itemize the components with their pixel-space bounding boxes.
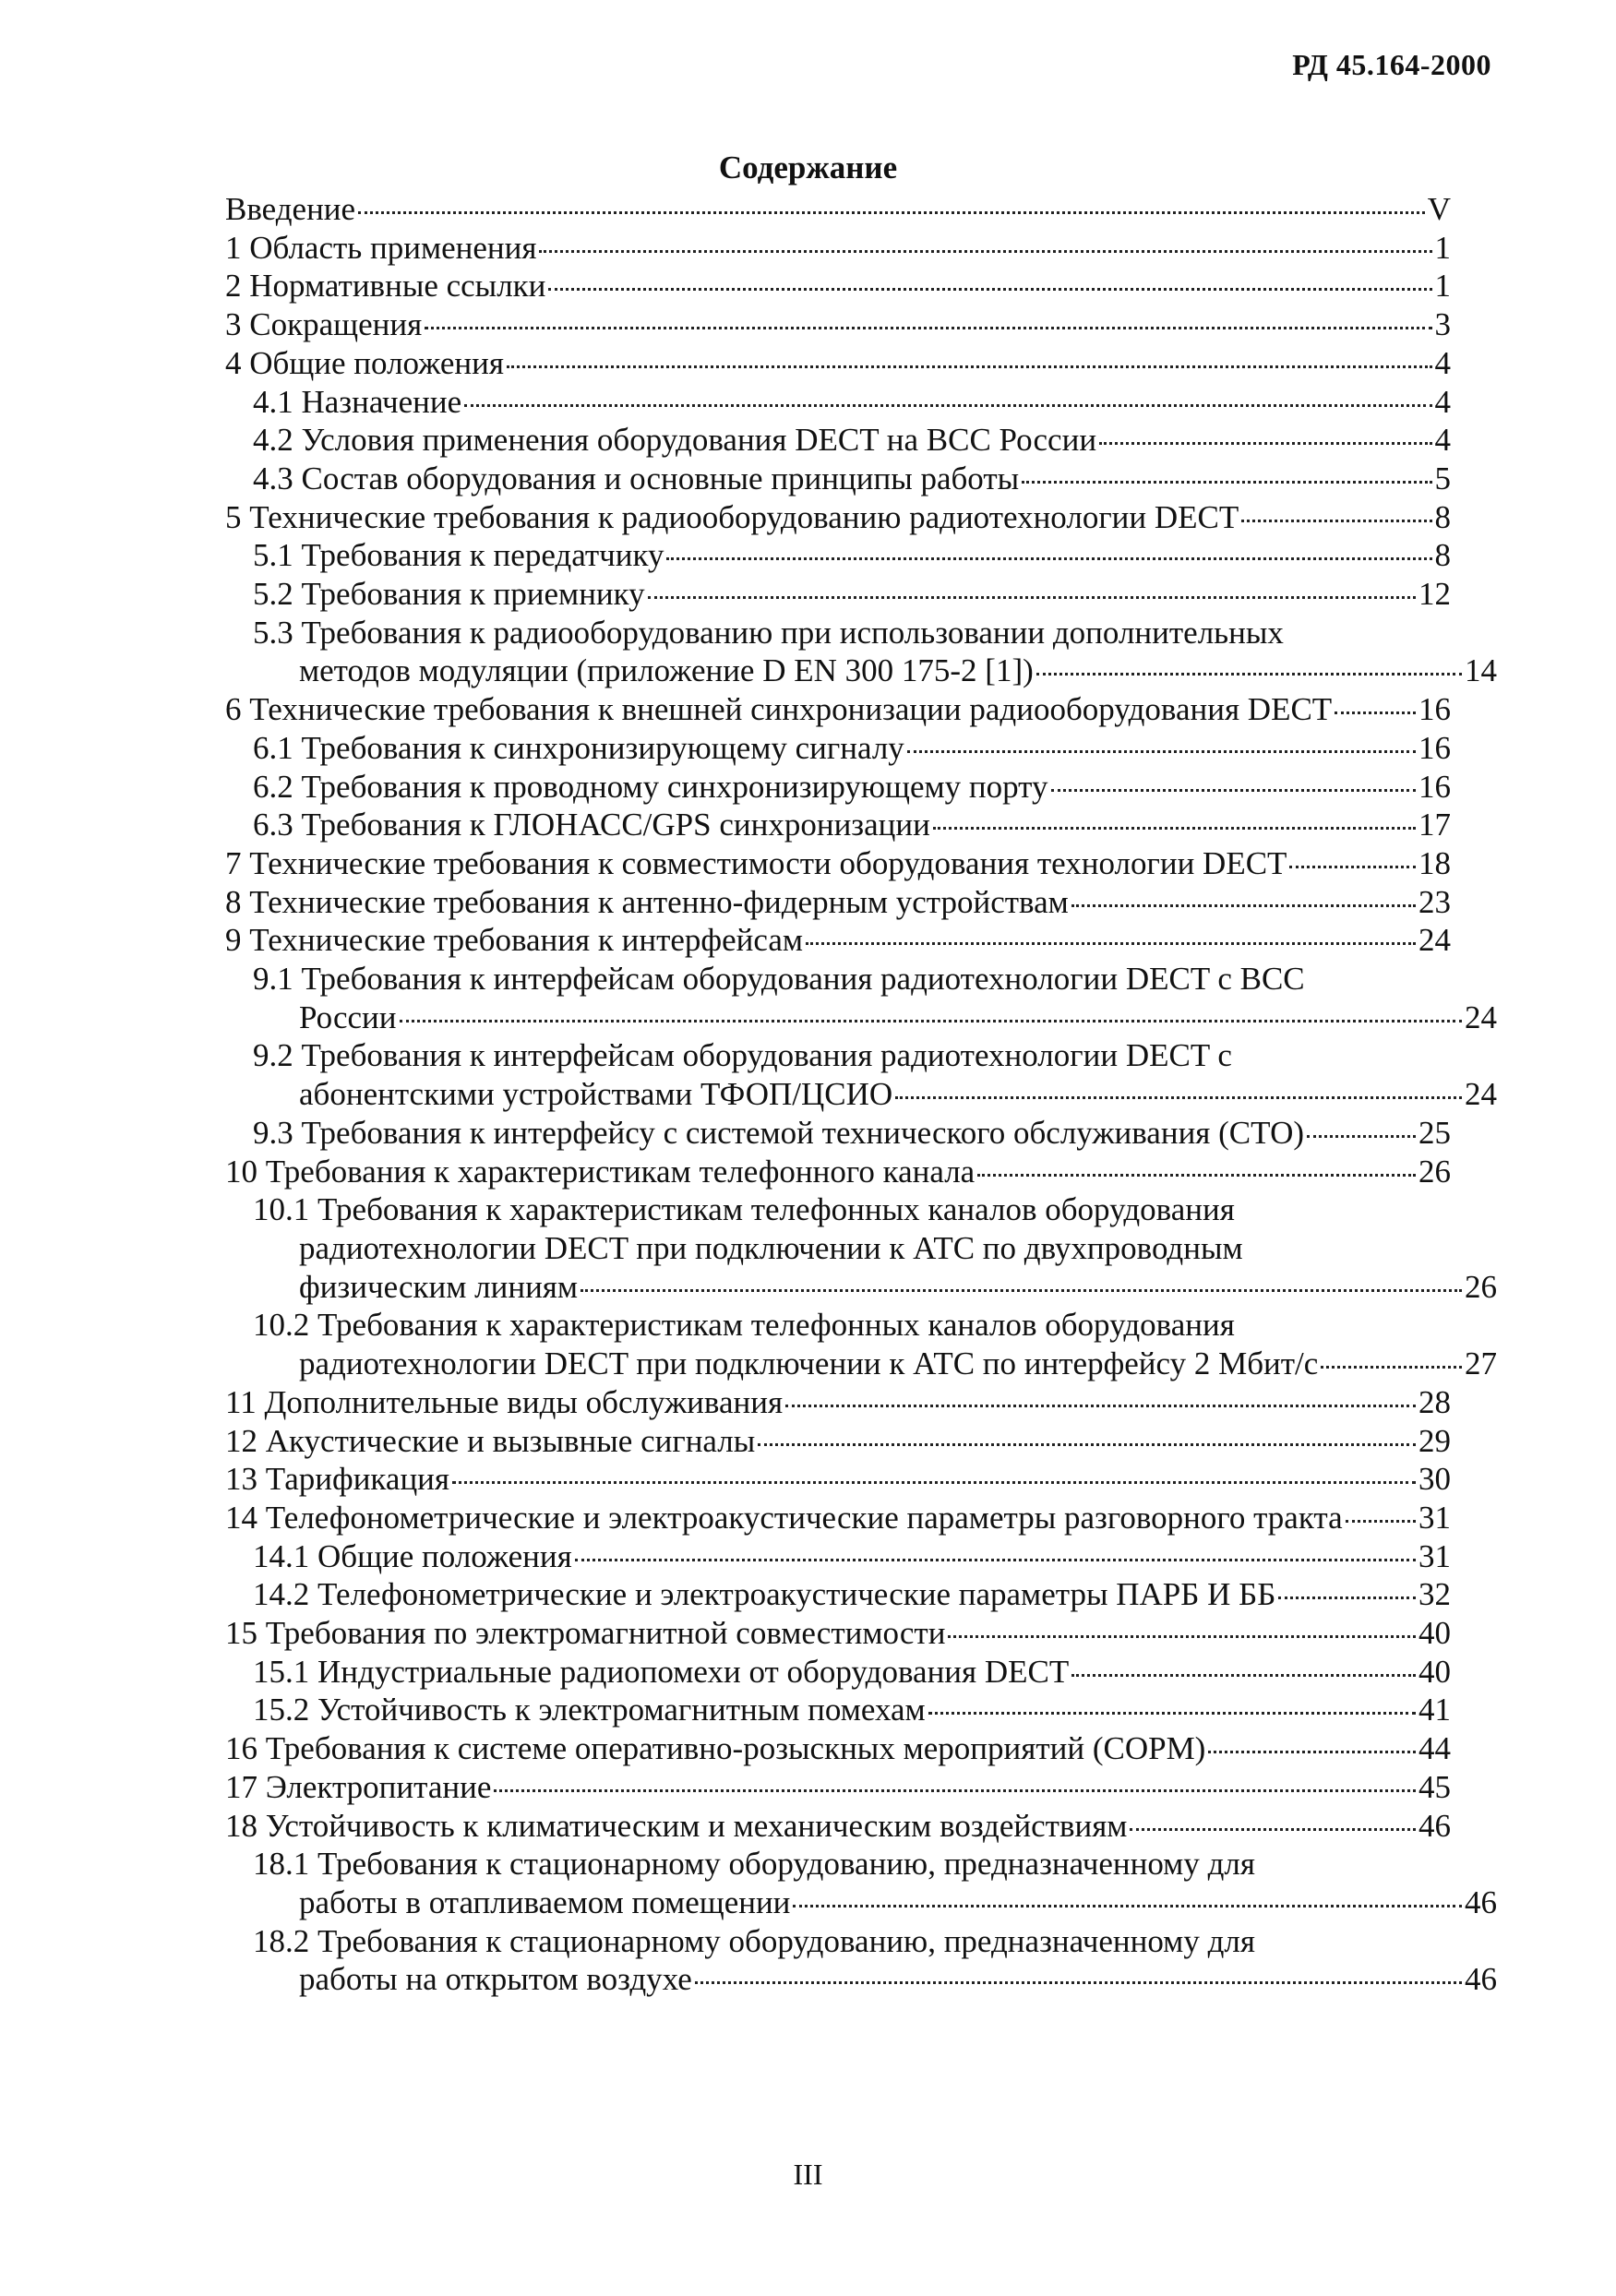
dot-leader	[1130, 1828, 1416, 1831]
dot-leader	[1241, 520, 1431, 522]
dot-leader	[977, 1174, 1416, 1177]
dot-leader	[907, 750, 1416, 753]
toc-entry-page: 24	[1465, 999, 1497, 1035]
toc-entry-title: 5.2 Требования к приемнику	[253, 576, 645, 613]
dot-leader	[400, 1020, 1463, 1022]
toc-entry[interactable]	[225, 267, 1451, 305]
document-code: РД 45.164-2000	[1292, 48, 1491, 81]
toc-entry-title: 15.1 Индустриальные радиопомехи от оборудования DECT	[253, 1653, 1070, 1690]
toc-entry-page: 26	[1465, 1268, 1497, 1305]
toc-entry-title: 14 Телефонометрические и электроакустические параметры разговорного тракта	[225, 1499, 1343, 1536]
toc-entry-page: 46	[1418, 1807, 1451, 1844]
toc-entry[interactable]	[225, 729, 1451, 768]
dot-leader	[948, 1635, 1416, 1638]
dot-leader	[548, 288, 1431, 291]
toc-entry[interactable]	[225, 614, 1497, 690]
toc-entry[interactable]	[225, 1422, 1451, 1461]
toc-entry-title: 16 Требования к системе оперативно-розыскных мероприятий (СОРМ)	[225, 1730, 1206, 1767]
toc-entry-title: 6.2 Требования к проводному синхронизирующему порту	[253, 768, 1048, 805]
toc-entry-title: работы в отапливаемом помещении	[299, 1883, 791, 1920]
toc-entry-title: 2 Нормативные ссылки	[225, 268, 546, 305]
toc-entry[interactable]	[225, 1729, 1451, 1768]
dot-leader	[895, 1096, 1462, 1099]
toc-entry[interactable]	[225, 960, 1497, 1036]
toc-entry-page: 16	[1418, 768, 1451, 805]
toc-entry-page: 17	[1418, 807, 1451, 843]
toc-entry-page: 1	[1434, 268, 1451, 305]
toc-entry-title: 1 Область применения	[225, 229, 537, 266]
toc-entry-title: 5.1 Требования к передатчику	[253, 537, 664, 574]
toc-entry-title-line: 10.1 Требования к характеристикам телефонных каналов оборудования	[253, 1191, 1235, 1228]
dot-leader	[581, 1289, 1462, 1292]
toc-entry-title: 9.3 Требования к интерфейсу с системой технического обслуживания (СТО)	[253, 1114, 1305, 1151]
toc-entry[interactable]	[225, 806, 1451, 844]
toc-entry-page: 4	[1434, 344, 1451, 381]
toc-entry[interactable]	[225, 575, 1451, 614]
toc-entry[interactable]	[225, 498, 1451, 537]
toc-entry-page: 12	[1418, 576, 1451, 613]
toc-entry-title: 4 Общие положения	[225, 344, 504, 381]
toc-entry[interactable]	[225, 1499, 1451, 1537]
toc-entry[interactable]	[225, 844, 1451, 883]
toc-entry-title-line: 18.2 Требования к стационарному оборудованию, предназначенному для	[253, 1922, 1255, 1959]
dot-leader	[1335, 712, 1416, 714]
toc-entry[interactable]	[225, 421, 1451, 460]
toc-entry-title: методов модуляции (приложение D EN 300 175-2 [1])	[299, 652, 1034, 689]
dot-leader	[464, 404, 1431, 407]
dot-leader	[494, 1789, 1416, 1792]
dot-leader	[1346, 1520, 1416, 1523]
dot-leader	[1321, 1366, 1462, 1369]
toc-entry-page: 14	[1465, 652, 1497, 689]
toc-entry-title: абонентскими устройствами ТФОП/ЦСИО	[299, 1076, 893, 1113]
toc-entry[interactable]	[225, 1614, 1451, 1653]
toc-entry-title: 14.2 Телефонометрические и электроакустические параметры ПАРБ И ББ	[253, 1576, 1276, 1613]
toc-entry-page: 26	[1418, 1153, 1451, 1190]
toc-entry[interactable]	[225, 1114, 1451, 1153]
toc-entry[interactable]	[225, 305, 1451, 344]
toc-entry-title: Введение	[225, 191, 356, 227]
toc-entry-page: 32	[1418, 1576, 1451, 1613]
toc-title: Содержание	[718, 149, 898, 185]
dot-leader	[1071, 1674, 1416, 1677]
toc-entry-title: 7 Технические требования к совместимости оборудования технологии DECT	[225, 844, 1287, 881]
toc-entry-page: 29	[1418, 1422, 1451, 1459]
toc-entry-page: 31	[1418, 1537, 1451, 1574]
toc-entry-page: 8	[1434, 498, 1451, 535]
toc-entry-page: 27	[1465, 1345, 1497, 1382]
dot-leader	[1307, 1135, 1416, 1138]
toc-entry[interactable]	[225, 460, 1451, 498]
toc-entry-title: 9 Технические требования к интерфейсам	[225, 922, 804, 959]
dot-leader	[1071, 904, 1416, 907]
toc-entry-page: 25	[1418, 1114, 1451, 1151]
toc-entry-title: 6.3 Требования к ГЛОНАСС/GPS синхронизации	[253, 807, 930, 843]
toc-entry[interactable]	[225, 1575, 1451, 1614]
toc-entry-page: 23	[1418, 883, 1451, 920]
toc-entry-title-line: радиотехнологии DECT при подключении к АТС по двухпроводным	[299, 1229, 1243, 1266]
toc-entry[interactable]	[225, 921, 1451, 960]
toc-entry-page: 4	[1434, 383, 1451, 420]
toc-entry-title: 5 Технические требования к радиооборудованию радиотехнологии DECT	[225, 498, 1239, 535]
toc-entry[interactable]	[225, 1190, 1497, 1306]
toc-entry-page: 4	[1434, 422, 1451, 459]
toc-entry[interactable]	[225, 1691, 1451, 1729]
toc-entry-title-line: 9.1 Требования к интерфейсам оборудования радиотехнологии DECT с ВСС	[253, 961, 1305, 998]
toc-entry-page: 40	[1418, 1653, 1451, 1690]
toc-entry-title: 18 Устойчивость к климатическим и механическим воздействиям	[225, 1807, 1128, 1844]
toc-entry-page: 45	[1418, 1768, 1451, 1805]
toc-entry[interactable]	[225, 1306, 1497, 1382]
toc-entry[interactable]	[225, 1653, 1451, 1692]
toc-entry-title: 17 Электропитание	[225, 1768, 492, 1805]
toc-entry[interactable]	[225, 1922, 1497, 1999]
toc-entry-title: 15.2 Устойчивость к электромагнитным помехам	[253, 1692, 926, 1728]
toc-entry[interactable]	[225, 690, 1451, 729]
toc-entry[interactable]	[225, 1807, 1451, 1846]
toc-entry-page: 5	[1434, 460, 1451, 496]
dot-leader	[358, 211, 1425, 214]
dot-leader	[806, 942, 1416, 945]
toc-entry-title: 4.3 Состав оборудования и основные принципы работы	[253, 460, 1020, 496]
toc-entry-title-line: 5.3 Требования к радиооборудованию при использовании дополнительных	[253, 614, 1284, 651]
toc-entry-page: 24	[1418, 922, 1451, 959]
toc-entry-title: работы на открытом воздухе	[299, 1961, 692, 1998]
dot-leader	[575, 1559, 1416, 1561]
toc-entry-page: 44	[1418, 1730, 1451, 1767]
toc-entry-title: 4.2 Условия применения оборудования DECT на ВСС России	[253, 422, 1097, 459]
toc-entry-title: России	[299, 999, 397, 1035]
toc-entry[interactable]	[225, 1383, 1451, 1422]
toc-entry[interactable]	[225, 1036, 1497, 1113]
toc-entry-title-line: 9.2 Требования к интерфейсам оборудования радиотехнологии DECT с	[253, 1037, 1232, 1074]
toc-entry-title: 15 Требования по электромагнитной совместимости	[225, 1615, 946, 1652]
toc-entry-title: 13 Тарификация	[225, 1461, 450, 1498]
toc-entry-page: 46	[1465, 1961, 1497, 1998]
toc-entry[interactable]	[225, 1460, 1451, 1499]
dot-leader	[1289, 866, 1416, 868]
toc-entry-page: 40	[1418, 1615, 1451, 1652]
dot-leader	[539, 250, 1431, 253]
dot-leader	[785, 1405, 1416, 1407]
dot-leader	[452, 1481, 1416, 1484]
toc-entry-title: 11 Дополнительные виды обслуживания	[225, 1383, 784, 1420]
toc-entry-title: 14.1 Общие положения	[253, 1537, 572, 1574]
toc-entry-page: 24	[1465, 1076, 1497, 1113]
dot-leader	[793, 1905, 1462, 1907]
table-of-contents	[225, 190, 1497, 1999]
toc-entry-title: 3 Сокращения	[225, 306, 423, 343]
toc-entry-page: 8	[1434, 537, 1451, 574]
toc-entry-title-line: 10.2 Требования к характеристикам телефонных каналов оборудования	[253, 1307, 1235, 1344]
toc-entry-page: V	[1427, 191, 1451, 227]
toc-entry-page: 3	[1434, 306, 1451, 343]
toc-entry-title: 10 Требования к характеристикам телефонного канала	[225, 1153, 976, 1190]
dot-leader	[1051, 789, 1416, 792]
toc-entry-title: 4.1 Назначение	[253, 383, 462, 420]
toc-entry-page: 16	[1418, 729, 1451, 766]
dot-leader	[507, 365, 1432, 368]
dot-leader	[425, 327, 1431, 329]
dot-leader	[758, 1443, 1416, 1446]
toc-entry-title: 6.1 Требования к синхронизирующему сигналу	[253, 729, 904, 766]
toc-entry-page: 46	[1465, 1883, 1497, 1920]
dot-leader	[1036, 673, 1462, 676]
toc-entry-page: 1	[1434, 229, 1451, 266]
toc-entry[interactable]	[225, 536, 1451, 575]
dot-leader	[933, 827, 1416, 830]
toc-entry-page: 16	[1418, 691, 1451, 728]
toc-entry[interactable]	[225, 1153, 1451, 1191]
toc-entry[interactable]	[225, 1768, 1451, 1807]
toc-entry-title: 12 Акустические и вызывные сигналы	[225, 1422, 756, 1459]
dot-leader	[1208, 1751, 1416, 1753]
toc-entry-page: 31	[1418, 1499, 1451, 1536]
toc-entry[interactable]	[225, 1845, 1497, 1921]
toc-entry-page: 30	[1418, 1461, 1451, 1498]
toc-entry-page: 28	[1418, 1383, 1451, 1420]
toc-entry[interactable]	[225, 229, 1451, 268]
toc-entry[interactable]	[225, 190, 1451, 229]
toc-entry-title: радиотехнологии DECT при подключении к АТС по интерфейсу 2 Мбит/с	[299, 1345, 1319, 1382]
toc-entry-page: 41	[1418, 1692, 1451, 1728]
dot-leader	[648, 596, 1416, 599]
toc-entry-title: физическим линиям	[299, 1268, 579, 1305]
dot-leader	[928, 1712, 1416, 1715]
toc-entry[interactable]	[225, 768, 1451, 807]
dot-leader	[1278, 1596, 1416, 1599]
toc-entry-title: 8 Технические требования к антенно-фидерным устройствам	[225, 883, 1069, 920]
dot-leader	[1022, 481, 1431, 484]
toc-entry[interactable]	[225, 344, 1451, 383]
dot-leader	[1099, 442, 1431, 445]
toc-entry[interactable]	[225, 1537, 1451, 1576]
toc-entry-title-line: 18.1 Требования к стационарному оборудованию, предназначенному для	[253, 1846, 1255, 1883]
toc-entry-page: 18	[1418, 844, 1451, 881]
page-number: III	[793, 2158, 823, 2191]
toc-entry-title: 6 Технические требования к внешней синхронизации радиооборудования DECT	[225, 691, 1333, 728]
dot-leader	[695, 1981, 1462, 1984]
dot-leader	[666, 557, 1431, 560]
toc-entry[interactable]	[225, 383, 1451, 422]
toc-entry[interactable]	[225, 883, 1451, 922]
